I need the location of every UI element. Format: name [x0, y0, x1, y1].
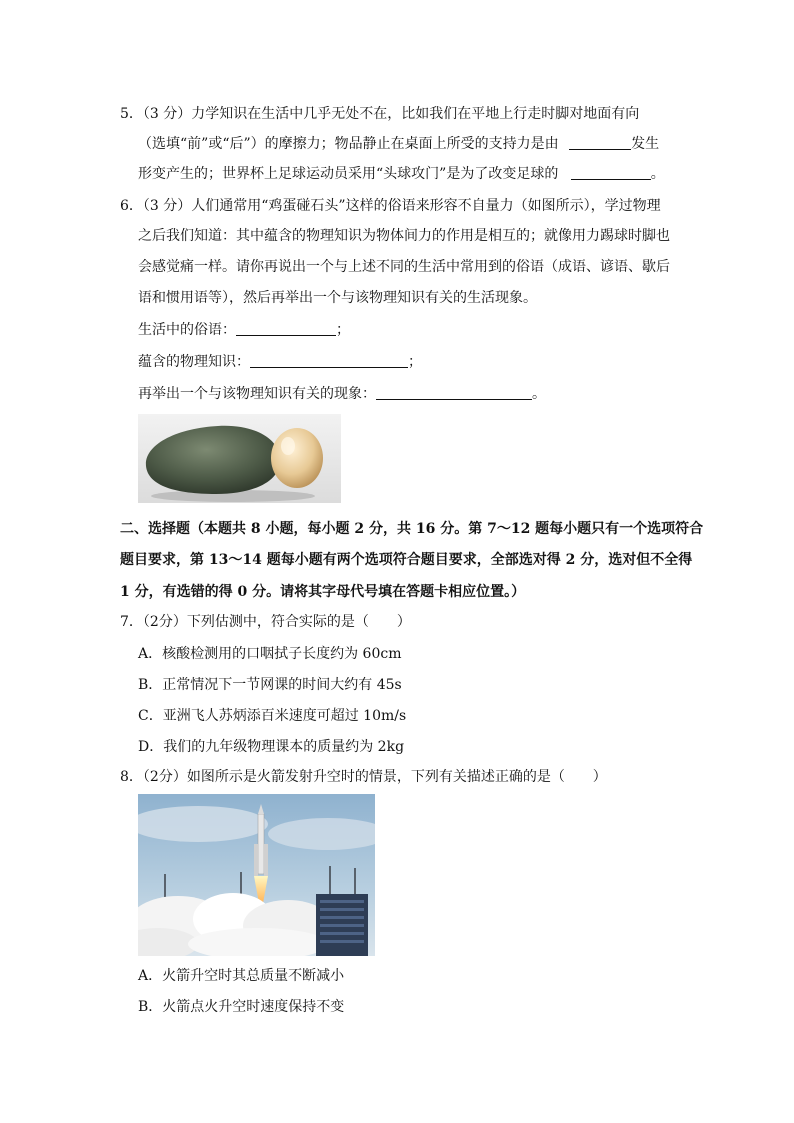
q5-line-2: [138, 134, 659, 154]
q7-stem: 7．（2分）下列估测中，符合实际的是（ ）: [120, 614, 411, 630]
q5-line-1: 5．（3 分）力学知识在生活中几乎无处不在，比如我们在平地上行走时脚对地面有向: [120, 106, 640, 122]
q6-fill-3-label: 再举出一个与该物理知识有关的现象：: [138, 386, 376, 402]
rocket-launch-image: [138, 794, 375, 956]
q6-fill-1: [138, 320, 350, 340]
q6-fill-2-end: ；: [408, 354, 422, 370]
section2-heading-line-2: 题目要求，第 13～14 题每小题有两个选项符合题目要求，全部选对得 2 分，选对但不全得: [120, 552, 693, 568]
q5-line-2-text: （选填“前”或“后”）的摩擦力；物品静止在桌面上所受的支持力是由: [138, 136, 559, 152]
q6-line-2: 之后我们知道：其中蕴含的物理知识为物体间力的作用是相互的；就像用力踢球时脚也: [138, 228, 670, 244]
q7-option-a[interactable]: A．核酸检测用的口咽拭子长度约为 60cm: [138, 646, 402, 662]
q6-line-3: 会感觉痛一样。请你再说出一个与上述不同的生活中常用到的俗语（成语、谚语、歇后: [138, 259, 670, 275]
q6-line-1: 6．（3 分）人们通常用“鸡蛋碰石头”这样的俗语来形容不自量力（如图所示），学过物理: [120, 198, 661, 214]
rocket-launch-illustration: [138, 794, 375, 956]
q6-fill-2: [138, 352, 422, 372]
q5-line-3: [138, 164, 665, 184]
q6-fill-2-label: 蕴含的物理知识：: [138, 354, 250, 370]
egg-stone-illustration: [138, 414, 341, 503]
q6-fill-3: [138, 384, 546, 404]
q7-option-b[interactable]: B．正常情况下一节网课的时间大约有 45s: [138, 677, 402, 693]
q6-fill-1-end: ；: [336, 322, 350, 338]
q5-line-3-text: 形变产生的；世界杯上足球运动员采用“头球攻门”是为了改变足球的: [138, 166, 559, 182]
q7-option-d[interactable]: D．我们的九年级物理课本的质量约为 2kg: [138, 739, 405, 755]
q6-blank-proverb[interactable]: [236, 321, 336, 336]
section2-heading-line-1: 二、选择题（本题共 8 小题，每小题 2 分，共 16 分。第 7～12 题每小题只有一个选项符合: [120, 521, 704, 537]
q5-blank-2[interactable]: [571, 165, 651, 180]
q5-blank-1[interactable]: [569, 135, 631, 150]
q5-line-3-tail: 。: [650, 166, 665, 182]
q5-line-2-tail: 发生: [631, 136, 660, 152]
q6-blank-phenomenon[interactable]: [376, 385, 532, 400]
q6-fill-1-label: 生活中的俗语：: [138, 322, 236, 338]
q6-line-4: 语和惯用语等），然后再举出一个与该物理知识有关的生活现象。: [138, 290, 537, 306]
section2-heading-line-3: 1 分，有选错的得 0 分。请将其字母代号填在答题卡相应位置。）: [120, 584, 526, 600]
egg-stone-image: [138, 414, 341, 503]
q6-fill-3-end: 。: [532, 386, 546, 402]
q8-option-a[interactable]: A．火箭升空时其总质量不断减小: [138, 968, 345, 984]
q8-stem: 8．（2分）如图所示是火箭发射升空时的情景，下列有关描述正确的是（ ）: [120, 769, 607, 785]
q7-option-c[interactable]: C．亚洲飞人苏炳添百米速度可超过 10m/s: [138, 708, 407, 724]
q8-option-b[interactable]: B．火箭点火升空时速度保持不变: [138, 999, 345, 1015]
q6-blank-physics[interactable]: [250, 353, 408, 368]
